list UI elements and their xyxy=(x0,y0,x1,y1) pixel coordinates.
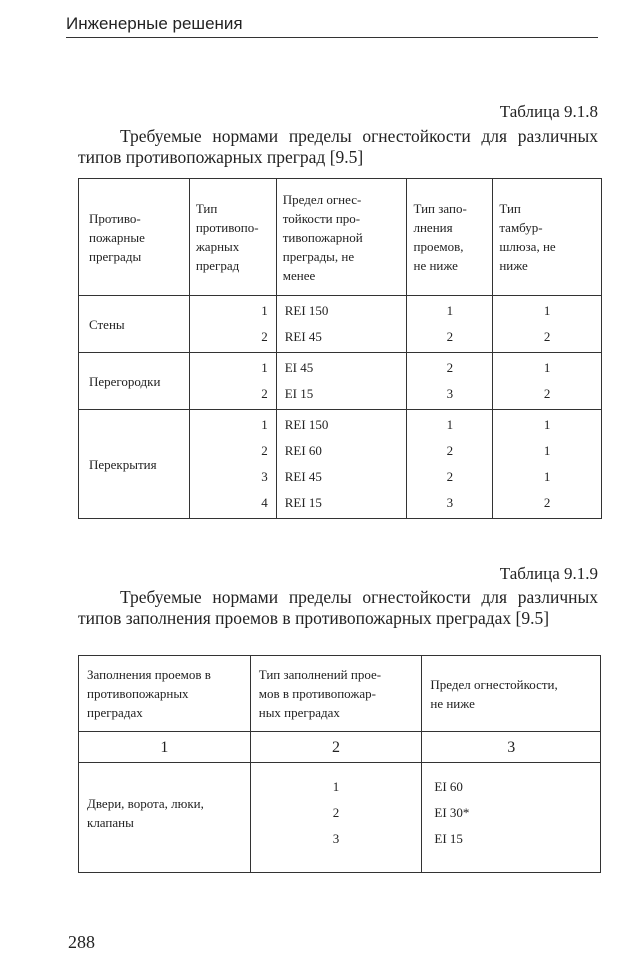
table2-column-numbers-row xyxy=(79,732,601,763)
type-cell: 1 2 xyxy=(189,353,276,410)
barrier-name: Перекрытия xyxy=(79,410,190,519)
type-cell: 1 2 3 4 xyxy=(189,410,276,519)
table1-header-barrier: Противо- пожарные преграды xyxy=(79,179,190,296)
table-row xyxy=(79,410,602,519)
barrier-name: Перегородки xyxy=(79,353,190,410)
table2-header-limit: Предел огнестойкости, не ниже xyxy=(422,656,601,732)
limit-cell: REI 150 REI 45 xyxy=(276,296,407,353)
type-cell: 1 2 3 xyxy=(250,763,422,873)
table-row xyxy=(79,296,602,353)
table1-caption: Таблица 9.1.8 xyxy=(499,102,598,121)
limit-cell: EI 60 EI 30* EI 15 xyxy=(422,763,601,873)
table2-caption: Таблица 9.1.9 xyxy=(499,564,598,583)
table2-description: Требуемые нормами пределы огнестойкости для различных типов заполнения проемов в противопожарных преградах [9.5] xyxy=(78,587,598,628)
fill-type-cell: 1 2 xyxy=(407,296,493,353)
table-9-1-9 xyxy=(78,655,601,873)
table1-header-limit: Предел огнес- тойкости про- тивопожарной преграды, не менее xyxy=(276,179,407,296)
type-cell: 1 2 xyxy=(189,296,276,353)
table1-description: Требуемые нормами пределы огнестойкости для различных типов противопожарных преград [9.5] xyxy=(78,126,598,167)
fill-type-cell: 1 2 2 3 xyxy=(407,410,493,519)
table1-header-row xyxy=(79,179,602,296)
table1-header-vestibule-type: Тип тамбур- шлюза, не ниже xyxy=(493,179,602,296)
column-number: 1 xyxy=(79,732,251,763)
limit-cell: EI 45 EI 15 xyxy=(276,353,407,410)
barrier-name: Стены xyxy=(79,296,190,353)
vestibule-type-cell: 1 1 1 2 xyxy=(493,410,602,519)
limit-cell: REI 150 REI 60 REI 45 REI 15 xyxy=(276,410,407,519)
fill-type-cell: 2 3 xyxy=(407,353,493,410)
table-9-1-8 xyxy=(78,178,602,519)
running-header-title: Инженерные решения xyxy=(66,14,243,33)
vestibule-type-cell: 1 2 xyxy=(493,353,602,410)
vestibule-type-cell: 1 2 xyxy=(493,296,602,353)
table1-header-type: Тип противопо- жарных преград xyxy=(189,179,276,296)
page-number: 288 xyxy=(68,932,95,952)
table-row xyxy=(79,763,601,873)
table1-header-fill-type: Тип запо- лнения проемов, не ниже xyxy=(407,179,493,296)
opening-fill-name: Двери, ворота, люки, клапаны xyxy=(79,763,251,873)
table-row xyxy=(79,353,602,410)
table2-header-row xyxy=(79,656,601,732)
running-header xyxy=(66,12,598,38)
column-number: 3 xyxy=(422,732,601,763)
column-number: 2 xyxy=(250,732,422,763)
table2-header-fill-type: Тип заполнений прое- мов в противопожар- ных преградах xyxy=(250,656,422,732)
table2-header-opening-fill: Заполнения проемов в противопожарных преградах xyxy=(79,656,251,732)
